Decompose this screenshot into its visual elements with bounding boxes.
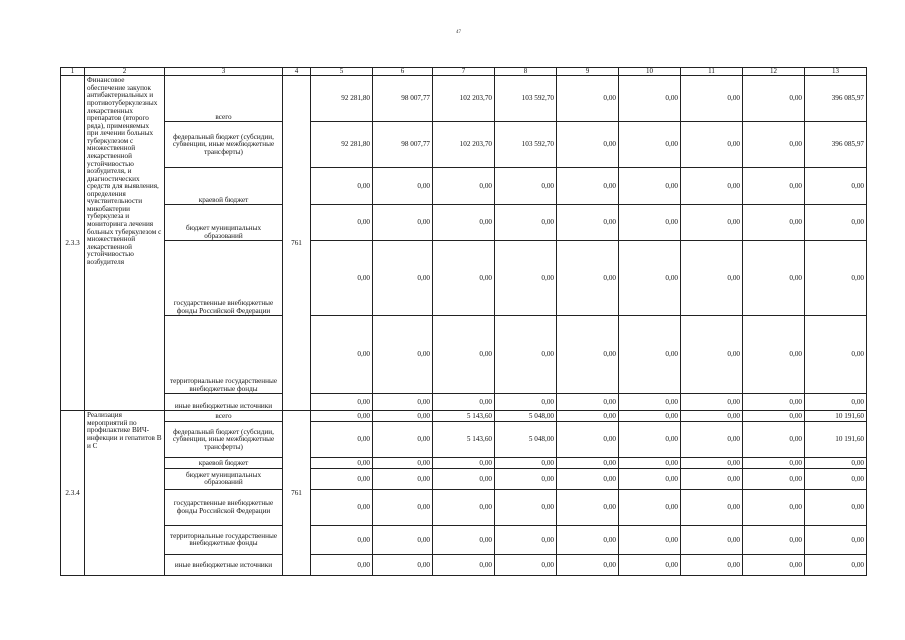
table-row — [61, 205, 867, 241]
table-row — [61, 526, 867, 555]
amount-cell: 0,00 — [805, 394, 867, 411]
amount-cell: 0,00 — [681, 458, 743, 469]
amount-cell: 0,00 — [311, 422, 373, 458]
amount-cell: 0,00 — [557, 411, 619, 422]
item-name: Реализация мероприятий по профилактике ВИЧ-инфекции и гепатитов B и C — [85, 411, 165, 576]
amount-cell: 103 592,70 — [495, 122, 557, 168]
amount-cell: 0,00 — [743, 168, 805, 205]
header-row — [61, 68, 867, 76]
column-header: 3 — [165, 68, 283, 76]
amount-cell: 0,00 — [433, 458, 495, 469]
funding-source: федеральный бюджет (субсидии, субвенции, иные межбюджетные трансферты) — [165, 122, 283, 168]
amount-cell: 103 592,70 — [495, 76, 557, 122]
column-header: 7 — [433, 68, 495, 76]
amount-cell: 0,00 — [433, 526, 495, 555]
amount-cell: 92 281,80 — [311, 76, 373, 122]
amount-cell: 0,00 — [681, 394, 743, 411]
amount-cell: 0,00 — [557, 469, 619, 490]
amount-cell: 396 085,97 — [805, 76, 867, 122]
amount-cell: 0,00 — [681, 205, 743, 241]
amount-cell: 396 085,97 — [805, 122, 867, 168]
amount-cell: 0,00 — [311, 394, 373, 411]
funding-source: федеральный бюджет (субсидии, субвенции, иные межбюджетные трансферты) — [165, 422, 283, 458]
amount-cell: 0,00 — [373, 469, 433, 490]
amount-cell: 0,00 — [373, 316, 433, 394]
item-code: 2.3.3 — [61, 76, 85, 411]
amount-cell: 0,00 — [743, 422, 805, 458]
table-row — [61, 241, 867, 316]
amount-cell: 0,00 — [373, 205, 433, 241]
amount-cell: 0,00 — [433, 555, 495, 576]
table-row — [61, 458, 867, 469]
amount-cell: 0,00 — [311, 168, 373, 205]
amount-cell: 0,00 — [311, 458, 373, 469]
amount-cell: 0,00 — [311, 469, 373, 490]
amount-cell: 0,00 — [433, 316, 495, 394]
amount-cell: 0,00 — [743, 555, 805, 576]
amount-cell: 0,00 — [743, 122, 805, 168]
table-row — [61, 168, 867, 205]
amount-cell: 10 191,60 — [805, 411, 867, 422]
grbs-code: 761 — [283, 411, 311, 576]
amount-cell: 0,00 — [681, 469, 743, 490]
table-row — [61, 411, 867, 422]
amount-cell: 0,00 — [805, 241, 867, 316]
column-header: 6 — [373, 68, 433, 76]
amount-cell: 0,00 — [433, 241, 495, 316]
funding-source: иные внебюджетные источники — [165, 555, 283, 576]
table-row — [61, 422, 867, 458]
item-name: Финансовое обеспечение закупок антибактериальных и противотуберкулезных лекарственных препаратов (второго ряда), применяемых при лечении больных туберкулезом с множественной лекарственной устойчивостью возбудителя, и диагностических средств для выявления, определения чувствительности микобактерии туберкулеза и мониторинга лечения больных туберкулезом с множественной лекарственной устойчивостью возбудителя — [85, 76, 165, 411]
amount-cell: 0,00 — [681, 411, 743, 422]
amount-cell: 0,00 — [805, 205, 867, 241]
amount-cell: 0,00 — [681, 555, 743, 576]
amount-cell: 0,00 — [743, 394, 805, 411]
amount-cell: 0,00 — [805, 168, 867, 205]
amount-cell: 0,00 — [495, 490, 557, 526]
amount-cell: 0,00 — [619, 526, 681, 555]
amount-cell: 98 007,77 — [373, 76, 433, 122]
amount-cell: 0,00 — [681, 316, 743, 394]
column-header: 1 — [61, 68, 85, 76]
budget-table — [60, 67, 867, 576]
amount-cell: 0,00 — [373, 411, 433, 422]
amount-cell: 0,00 — [433, 490, 495, 526]
amount-cell: 0,00 — [619, 458, 681, 469]
table-row — [61, 316, 867, 394]
amount-cell: 0,00 — [433, 168, 495, 205]
amount-cell: 0,00 — [373, 490, 433, 526]
amount-cell: 0,00 — [619, 316, 681, 394]
funding-source: территориальные государственные внебюджетные фонды — [165, 316, 283, 394]
column-header: 2 — [85, 68, 165, 76]
amount-cell: 0,00 — [495, 168, 557, 205]
column-header: 11 — [681, 68, 743, 76]
amount-cell: 0,00 — [681, 526, 743, 555]
amount-cell: 0,00 — [373, 458, 433, 469]
amount-cell: 0,00 — [743, 205, 805, 241]
amount-cell: 0,00 — [619, 205, 681, 241]
funding-source: бюджет муниципальных образований — [165, 205, 283, 241]
amount-cell: 0,00 — [619, 168, 681, 205]
amount-cell: 0,00 — [743, 526, 805, 555]
amount-cell: 102 203,70 — [433, 76, 495, 122]
amount-cell: 0,00 — [557, 241, 619, 316]
amount-cell: 0,00 — [619, 490, 681, 526]
amount-cell: 0,00 — [557, 316, 619, 394]
column-header: 5 — [311, 68, 373, 76]
funding-source: иные внебюджетные источники — [165, 394, 283, 411]
amount-cell: 5 048,00 — [495, 411, 557, 422]
amount-cell: 0,00 — [619, 76, 681, 122]
amount-cell: 0,00 — [743, 76, 805, 122]
amount-cell: 5 143,60 — [433, 411, 495, 422]
amount-cell: 0,00 — [619, 241, 681, 316]
table-row — [61, 555, 867, 576]
column-header: 4 — [283, 68, 311, 76]
amount-cell: 0,00 — [619, 411, 681, 422]
amount-cell: 0,00 — [681, 422, 743, 458]
amount-cell: 0,00 — [681, 76, 743, 122]
amount-cell: 0,00 — [433, 394, 495, 411]
amount-cell: 0,00 — [619, 555, 681, 576]
column-header: 10 — [619, 68, 681, 76]
amount-cell: 0,00 — [743, 490, 805, 526]
amount-cell: 0,00 — [805, 316, 867, 394]
amount-cell: 0,00 — [373, 394, 433, 411]
table-row — [61, 394, 867, 411]
funding-source: бюджет муниципальных образований — [165, 469, 283, 490]
amount-cell: 0,00 — [619, 469, 681, 490]
amount-cell: 0,00 — [681, 490, 743, 526]
table-row — [61, 76, 867, 122]
column-header: 12 — [743, 68, 805, 76]
amount-cell: 5 048,00 — [495, 422, 557, 458]
amount-cell: 0,00 — [743, 469, 805, 490]
amount-cell: 0,00 — [557, 490, 619, 526]
amount-cell: 0,00 — [805, 555, 867, 576]
column-header: 13 — [805, 68, 867, 76]
amount-cell: 0,00 — [557, 122, 619, 168]
amount-cell: 0,00 — [619, 394, 681, 411]
amount-cell: 0,00 — [373, 555, 433, 576]
page-number: 47 — [456, 30, 461, 35]
item-code: 2.3.4 — [61, 411, 85, 576]
amount-cell: 0,00 — [495, 241, 557, 316]
amount-cell: 0,00 — [805, 490, 867, 526]
funding-source: краевой бюджет — [165, 168, 283, 205]
amount-cell: 0,00 — [743, 241, 805, 316]
grbs-code: 761 — [283, 76, 311, 411]
table-row — [61, 122, 867, 168]
funding-source: государственные внебюджетные фонды Российской Федерации — [165, 490, 283, 526]
amount-cell: 0,00 — [433, 469, 495, 490]
amount-cell: 0,00 — [619, 122, 681, 168]
amount-cell: 0,00 — [495, 458, 557, 469]
amount-cell: 0,00 — [311, 490, 373, 526]
funding-source: краевой бюджет — [165, 458, 283, 469]
funding-source: всего — [165, 76, 283, 122]
amount-cell: 0,00 — [373, 422, 433, 458]
amount-cell: 0,00 — [373, 526, 433, 555]
amount-cell: 0,00 — [495, 469, 557, 490]
amount-cell: 0,00 — [557, 526, 619, 555]
amount-cell: 0,00 — [495, 555, 557, 576]
amount-cell: 0,00 — [495, 316, 557, 394]
table-row — [61, 469, 867, 490]
table-row — [61, 490, 867, 526]
amount-cell: 0,00 — [557, 458, 619, 469]
amount-cell: 0,00 — [373, 241, 433, 316]
amount-cell: 0,00 — [311, 316, 373, 394]
amount-cell: 0,00 — [557, 168, 619, 205]
amount-cell: 0,00 — [311, 205, 373, 241]
amount-cell: 0,00 — [557, 394, 619, 411]
amount-cell: 0,00 — [619, 422, 681, 458]
funding-source: государственные внебюджетные фонды Российской Федерации — [165, 241, 283, 316]
amount-cell: 0,00 — [495, 205, 557, 241]
amount-cell: 0,00 — [743, 411, 805, 422]
amount-cell: 0,00 — [495, 526, 557, 555]
amount-cell: 0,00 — [743, 316, 805, 394]
amount-cell: 0,00 — [373, 168, 433, 205]
amount-cell: 0,00 — [433, 205, 495, 241]
amount-cell: 0,00 — [681, 241, 743, 316]
amount-cell: 0,00 — [311, 526, 373, 555]
funding-source: территориальные государственные внебюджетные фонды — [165, 526, 283, 555]
amount-cell: 0,00 — [557, 555, 619, 576]
amount-cell: 0,00 — [311, 555, 373, 576]
amount-cell: 0,00 — [681, 122, 743, 168]
funding-source: всего — [165, 411, 283, 422]
amount-cell: 102 203,70 — [433, 122, 495, 168]
amount-cell: 0,00 — [805, 526, 867, 555]
amount-cell: 10 191,60 — [805, 422, 867, 458]
column-header: 9 — [557, 68, 619, 76]
amount-cell: 0,00 — [805, 469, 867, 490]
amount-cell: 92 281,80 — [311, 122, 373, 168]
amount-cell: 0,00 — [557, 205, 619, 241]
amount-cell: 0,00 — [495, 394, 557, 411]
amount-cell: 0,00 — [743, 458, 805, 469]
amount-cell: 0,00 — [681, 168, 743, 205]
amount-cell: 0,00 — [557, 76, 619, 122]
amount-cell: 0,00 — [311, 411, 373, 422]
amount-cell: 98 007,77 — [373, 122, 433, 168]
column-header: 8 — [495, 68, 557, 76]
amount-cell: 0,00 — [311, 241, 373, 316]
amount-cell: 5 143,60 — [433, 422, 495, 458]
amount-cell: 0,00 — [805, 458, 867, 469]
amount-cell: 0,00 — [557, 422, 619, 458]
